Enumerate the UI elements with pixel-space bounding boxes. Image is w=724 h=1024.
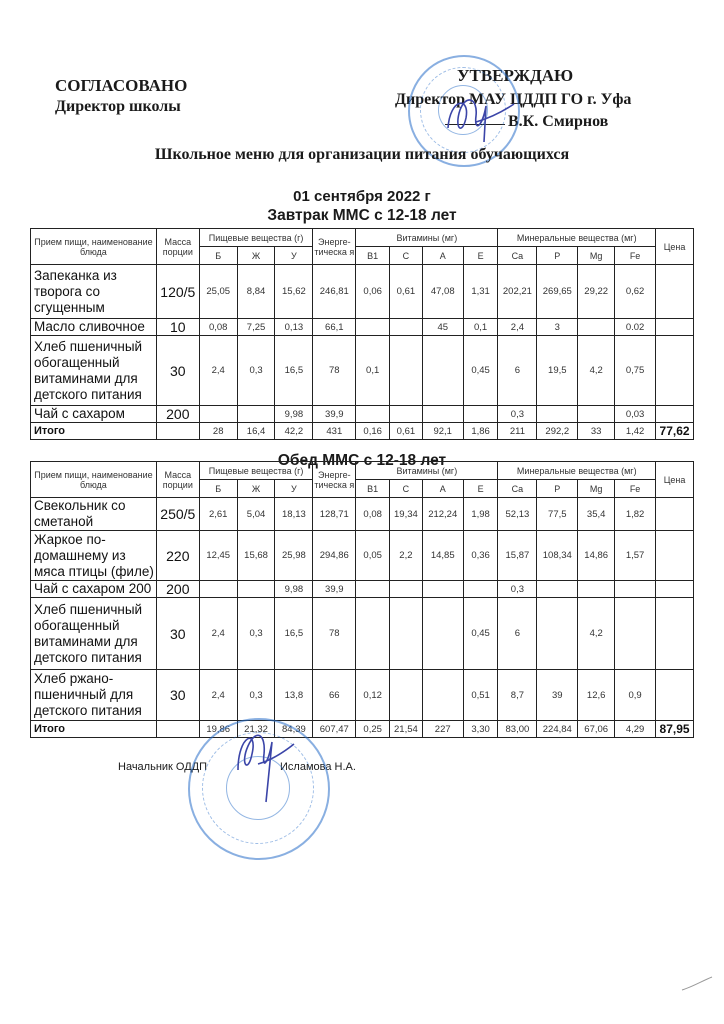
cell-u: 9,98	[275, 406, 313, 423]
cell-price	[656, 265, 694, 319]
cell-u: 15,62	[275, 265, 313, 319]
col-vitamins: Витамины (мг)	[356, 462, 498, 480]
cell-mg: 14,86	[578, 531, 615, 581]
cell-a	[422, 336, 463, 406]
cell-b: 0,08	[199, 319, 237, 336]
cell-u: 13,8	[275, 670, 313, 721]
total-row	[31, 721, 694, 738]
cell-fe	[615, 598, 656, 670]
top-signature-icon	[440, 88, 520, 148]
cell-fe: 0.02	[615, 319, 656, 336]
cell-b	[199, 406, 237, 423]
cell-fe: 1,82	[615, 498, 656, 531]
col-mg: Mg	[578, 480, 615, 498]
cell-b1: 0,08	[356, 498, 390, 531]
col-mg: Mg	[578, 247, 615, 265]
cell-u: 0,13	[275, 319, 313, 336]
dish-name: Хлеб пшеничный обогащенный витаминами для детского питания	[31, 336, 157, 406]
cell-zh: 8,84	[237, 265, 275, 319]
cell-u: 25,98	[275, 531, 313, 581]
col-zh: Ж	[237, 247, 275, 265]
col-mass: Масса порции	[156, 229, 199, 265]
cell-zh	[237, 581, 275, 598]
confirmer-role: Директор МАУ ЦДДП ГО г. Уфа	[395, 91, 632, 108]
cell-c	[390, 598, 423, 670]
document-title: Школьное меню для организации питания обучающихся	[154, 146, 570, 163]
total-c: 0,61	[390, 423, 423, 440]
bottom-signature-icon	[228, 720, 298, 810]
cell-fe: 1,57	[615, 531, 656, 581]
col-energy: Энерге-тическа я	[313, 462, 356, 498]
approved-label: СОГЛАСОВАНО	[55, 76, 188, 95]
dish-name: Чай с сахаром	[31, 406, 157, 423]
lunch-table	[30, 461, 694, 738]
cell-price	[656, 406, 694, 423]
cell-p: 3	[537, 319, 578, 336]
total-p: 292,2	[537, 423, 578, 440]
total-price: 77,62	[656, 423, 694, 440]
col-ca: Ca	[498, 480, 537, 498]
cell-b: 2,4	[199, 598, 237, 670]
cell-e: 0,1	[463, 319, 498, 336]
cell-energy: 128,71	[313, 498, 356, 531]
col-fe: Fe	[615, 247, 656, 265]
dish-name: Хлеб ржано-пшеничный для детского питания	[31, 670, 157, 721]
total-label: Итого	[31, 721, 157, 738]
cell-e	[463, 581, 498, 598]
col-price: Цена	[656, 462, 694, 498]
dish-name: Масло сливочное	[31, 319, 157, 336]
cell-a: 14,85	[422, 531, 463, 581]
dish-name: Жаркое по-домашнему из мяса птицы (филе)	[31, 531, 157, 581]
total-c: 21,54	[390, 721, 423, 738]
cell-u: 16,5	[275, 598, 313, 670]
cell-a	[422, 581, 463, 598]
cell-b1: 0,1	[356, 336, 390, 406]
total-row	[31, 423, 694, 440]
cell-price	[656, 498, 694, 531]
cell-price	[656, 670, 694, 721]
cell-c	[390, 406, 423, 423]
cell-b: 12,45	[199, 531, 237, 581]
cell-a	[422, 670, 463, 721]
footer-name: Исламова Н.А.	[280, 761, 356, 773]
confirm-label: УТВЕРЖДАЮ	[457, 66, 574, 85]
cell-ca: 0,3	[498, 581, 537, 598]
cell-price	[656, 319, 694, 336]
approver-role: Директор школы	[55, 98, 181, 115]
total-e: 3,30	[463, 721, 498, 738]
dish-mass: 30	[156, 336, 199, 406]
cell-u: 9,98	[275, 581, 313, 598]
cell-zh: 15,68	[237, 531, 275, 581]
total-fe: 1,42	[615, 423, 656, 440]
col-mass: Масса порции	[156, 462, 199, 498]
menu-date: 01 сентября 2022 г	[293, 188, 431, 205]
cell-b: 2,4	[199, 336, 237, 406]
cell-c: 2,2	[390, 531, 423, 581]
cell-zh	[237, 406, 275, 423]
cell-b1: 0,05	[356, 531, 390, 581]
cell-c: 0,61	[390, 265, 423, 319]
cell-fe: 0,62	[615, 265, 656, 319]
cell-u: 16,5	[275, 336, 313, 406]
cell-b: 2,61	[199, 498, 237, 531]
col-p: P	[537, 247, 578, 265]
cell-ca: 202,21	[498, 265, 537, 319]
total-a: 92,1	[422, 423, 463, 440]
col-e: Е	[463, 480, 498, 498]
dish-mass: 200	[156, 581, 199, 598]
cell-p: 108,34	[537, 531, 578, 581]
dish-name: Хлеб пшеничный обогащенный витаминами для детского питания	[31, 598, 157, 670]
total-mass	[156, 423, 199, 440]
table-row	[31, 581, 694, 598]
cell-b: 2,4	[199, 670, 237, 721]
total-zh: 16,4	[237, 423, 275, 440]
cell-price	[656, 531, 694, 581]
dish-mass: 10	[156, 319, 199, 336]
cell-mg: 29,22	[578, 265, 615, 319]
total-energy: 431	[313, 423, 356, 440]
cell-energy: 294,86	[313, 531, 356, 581]
total-mass	[156, 721, 199, 738]
table-row	[31, 598, 694, 670]
cell-c: 19,34	[390, 498, 423, 531]
cell-c	[390, 581, 423, 598]
col-zh: Ж	[237, 480, 275, 498]
total-u: 84,39	[275, 721, 313, 738]
dish-name: Свекольник со сметаной	[31, 498, 157, 531]
cell-e	[463, 406, 498, 423]
breakfast-table	[30, 228, 694, 440]
cell-e: 1,98	[463, 498, 498, 531]
cell-ca: 6	[498, 598, 537, 670]
total-b1: 0,16	[356, 423, 390, 440]
cell-mg	[578, 581, 615, 598]
cell-p	[537, 406, 578, 423]
dish-mass: 30	[156, 670, 199, 721]
cell-p	[537, 598, 578, 670]
dish-mass: 250/5	[156, 498, 199, 531]
table-row	[31, 265, 694, 319]
col-vitamins: Витамины (мг)	[356, 229, 498, 247]
col-energy: Энерге-тическа я	[313, 229, 356, 265]
cell-energy: 39,9	[313, 581, 356, 598]
cell-energy: 39,9	[313, 406, 356, 423]
cell-p: 19,5	[537, 336, 578, 406]
cell-c	[390, 319, 423, 336]
total-mg: 33	[578, 423, 615, 440]
dish-mass: 220	[156, 531, 199, 581]
pen-mark-icon	[680, 975, 716, 995]
breakfast-title: Завтрак ММС с 12-18 лет	[267, 207, 457, 224]
dish-mass: 30	[156, 598, 199, 670]
table-row	[31, 531, 694, 581]
col-a: А	[422, 247, 463, 265]
col-e: Е	[463, 247, 498, 265]
col-b1: В1	[356, 247, 390, 265]
cell-ca: 52,13	[498, 498, 537, 531]
cell-energy: 78	[313, 336, 356, 406]
cell-ca: 8,7	[498, 670, 537, 721]
cell-ca: 15,87	[498, 531, 537, 581]
cell-price	[656, 336, 694, 406]
cell-p	[537, 581, 578, 598]
cell-energy: 78	[313, 598, 356, 670]
cell-e: 0,36	[463, 531, 498, 581]
total-b: 28	[199, 423, 237, 440]
total-e: 1,86	[463, 423, 498, 440]
cell-b1: 0,12	[356, 670, 390, 721]
cell-u: 18,13	[275, 498, 313, 531]
table-row	[31, 319, 694, 336]
cell-e: 0,51	[463, 670, 498, 721]
cell-fe: 0,75	[615, 336, 656, 406]
cell-a: 212,24	[422, 498, 463, 531]
cell-b1: 0,06	[356, 265, 390, 319]
col-minerals: Минеральные вещества (мг)	[498, 462, 656, 480]
cell-b: 25,05	[199, 265, 237, 319]
table-row	[31, 406, 694, 423]
cell-e: 0,45	[463, 598, 498, 670]
col-fe: Fe	[615, 480, 656, 498]
cell-mg	[578, 319, 615, 336]
col-c: С	[390, 247, 423, 265]
total-u: 42,2	[275, 423, 313, 440]
col-p: P	[537, 480, 578, 498]
cell-zh: 5,04	[237, 498, 275, 531]
col-a: А	[422, 480, 463, 498]
cell-a	[422, 598, 463, 670]
total-price: 87,95	[656, 721, 694, 738]
total-label: Итого	[31, 423, 157, 440]
table-row	[31, 336, 694, 406]
col-b: Б	[199, 247, 237, 265]
cell-b1	[356, 581, 390, 598]
cell-p: 39	[537, 670, 578, 721]
dish-name: Чай с сахаром 200	[31, 581, 157, 598]
cell-fe: 0,03	[615, 406, 656, 423]
cell-mg: 4,2	[578, 336, 615, 406]
col-nutrients: Пищевые вещества (г)	[199, 229, 313, 247]
col-nutrients: Пищевые вещества (г)	[199, 462, 313, 480]
cell-b1	[356, 406, 390, 423]
confirmer-name: В.К. Смирнов	[508, 113, 609, 130]
footer-role: Начальник ОДДП	[118, 761, 208, 773]
total-fe: 4,29	[615, 721, 656, 738]
cell-mg	[578, 406, 615, 423]
cell-e: 1,31	[463, 265, 498, 319]
cell-energy: 66,1	[313, 319, 356, 336]
total-energy: 607,47	[313, 721, 356, 738]
total-b1: 0,25	[356, 721, 390, 738]
total-ca: 211	[498, 423, 537, 440]
lunch-title: Обед ММС с 12-18 лет	[277, 452, 447, 469]
col-b1: В1	[356, 480, 390, 498]
col-minerals: Минеральные вещества (мг)	[498, 229, 656, 247]
cell-b	[199, 581, 237, 598]
cell-mg: 12,6	[578, 670, 615, 721]
total-a: 227	[422, 721, 463, 738]
cell-zh: 7,25	[237, 319, 275, 336]
cell-price	[656, 598, 694, 670]
table-row	[31, 498, 694, 531]
cell-fe	[615, 581, 656, 598]
col-c: С	[390, 480, 423, 498]
col-ca: Ca	[498, 247, 537, 265]
col-u: У	[275, 247, 313, 265]
total-p: 224,84	[537, 721, 578, 738]
total-mg: 67,06	[578, 721, 615, 738]
cell-ca: 0,3	[498, 406, 537, 423]
col-u: У	[275, 480, 313, 498]
total-zh: 21,32	[237, 721, 275, 738]
cell-ca: 2,4	[498, 319, 537, 336]
col-b: Б	[199, 480, 237, 498]
total-b: 19,86	[199, 721, 237, 738]
cell-c	[390, 336, 423, 406]
table-row	[31, 670, 694, 721]
cell-price	[656, 581, 694, 598]
cell-b1	[356, 319, 390, 336]
cell-p: 77,5	[537, 498, 578, 531]
cell-p: 269,65	[537, 265, 578, 319]
cell-ca: 6	[498, 336, 537, 406]
cell-mg: 4,2	[578, 598, 615, 670]
cell-a: 47,08	[422, 265, 463, 319]
cell-energy: 246,81	[313, 265, 356, 319]
cell-c	[390, 670, 423, 721]
cell-zh: 0,3	[237, 336, 275, 406]
col-price: Цена	[656, 229, 694, 265]
cell-e: 0,45	[463, 336, 498, 406]
dish-mass: 120/5	[156, 265, 199, 319]
dish-mass: 200	[156, 406, 199, 423]
dish-name: Запеканка из творога со сгущенным	[31, 265, 157, 319]
col-meal-name: Прием пищи, наименование блюда	[31, 229, 157, 265]
total-ca: 83,00	[498, 721, 537, 738]
cell-energy: 66	[313, 670, 356, 721]
col-meal-name: Прием пищи, наименование блюда	[31, 462, 157, 498]
cell-a: 45	[422, 319, 463, 336]
cell-b1	[356, 598, 390, 670]
cell-zh: 0,3	[237, 598, 275, 670]
cell-mg: 35,4	[578, 498, 615, 531]
cell-zh: 0,3	[237, 670, 275, 721]
cell-fe: 0,9	[615, 670, 656, 721]
cell-a	[422, 406, 463, 423]
